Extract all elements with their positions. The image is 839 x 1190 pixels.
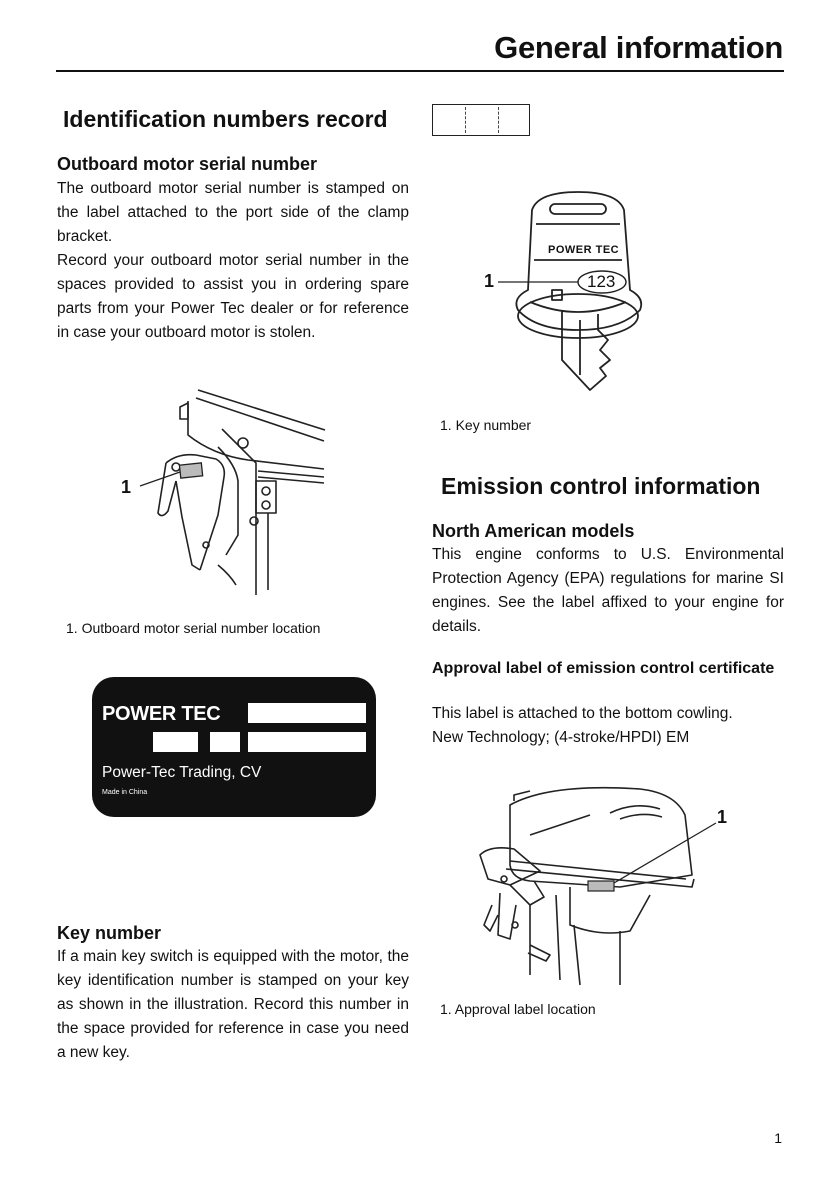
clamp-bracket-illustration [118, 385, 333, 597]
approval-location-caption: 1. Approval label location [440, 1001, 596, 1017]
plate-model-field-2 [210, 732, 240, 752]
plate-brand-logo: POWER TEC [102, 703, 221, 725]
approval-label-text [432, 702, 784, 750]
key-callout-number: 1 [484, 271, 495, 291]
outboard-motor-illustration [470, 775, 730, 990]
title-rule [56, 70, 784, 72]
approval-paragraph-1: This label is attached to the bottom cowling. [432, 705, 733, 722]
identification-heading: Identification numbers record [63, 106, 388, 132]
key-id-number: 123 [587, 272, 616, 291]
plate-origin-text: Made in China [102, 789, 148, 796]
key-number-caption: 1. Key number [440, 417, 532, 433]
approval-callout-number: 1 [717, 807, 728, 827]
emission-heading: Emission control information [441, 473, 761, 499]
page-title: General information [494, 30, 783, 65]
serial-location-caption: 1. Outboard motor serial number location [66, 620, 321, 636]
north-american-paragraph: This engine conforms to U.S. Environmental Protection Agency (EPA) regulations for marine SI engines. See the label affixed to your engine for details. [432, 546, 784, 635]
key-illustration [470, 190, 685, 400]
approval-paragraph-2: New Technology; (4-stroke/HPDI) EM [432, 729, 690, 746]
plate-serial-field-1 [248, 703, 366, 723]
serial-text [57, 177, 409, 345]
plate-serial-field-2 [248, 732, 366, 752]
approval-label-subheading: Approval label of emission control certificate [432, 660, 775, 677]
serial-paragraph-2: Record your outboard motor serial number in the spaces provided to assist you in ordering spare parts from your Power Tec dealer or for reference in case your outboard motor is stolen. [57, 252, 409, 341]
key-brand-text: POWER TEC [548, 244, 620, 256]
record-box-divider [465, 107, 466, 133]
plate-company-name: Power-Tec Trading, CV [102, 764, 262, 781]
serial-paragraph-1: The outboard motor serial number is stamped on the label attached to the port side of the clamp bracket. [57, 180, 409, 245]
key-number-record-box [432, 104, 530, 136]
serial-number-plate [92, 677, 376, 817]
page-number: 1 [774, 1130, 782, 1146]
key-number-paragraph: If a main key switch is equipped with the motor, the key identification number is stamped on your key as shown in the illustration. Record this number in the space provided for reference in case you need a new key. [57, 948, 409, 1061]
key-number-subheading: Key number [57, 923, 162, 943]
plate-model-field-1 [153, 732, 198, 752]
record-box-divider [498, 107, 499, 133]
north-american-subheading: North American models [432, 521, 635, 541]
serial-callout-number: 1 [121, 477, 132, 497]
serial-subheading: Outboard motor serial number [57, 154, 318, 174]
